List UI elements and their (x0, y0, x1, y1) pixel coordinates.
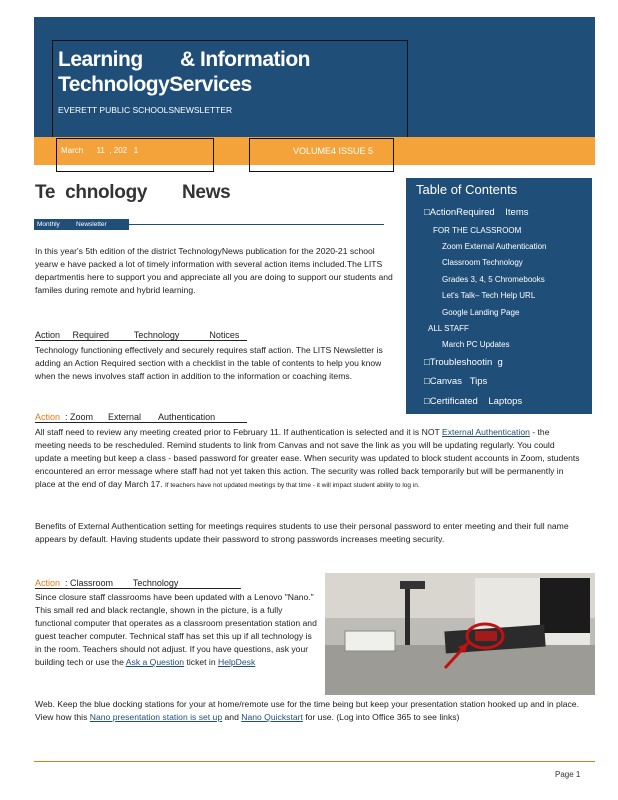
zoom-text-1: All staff need to review any meeting created prior to February 11. If authentication is selected and it is NOT (35, 427, 440, 437)
monthly-rule (129, 224, 384, 225)
notices-paragraph: Technology functioning effectively and securely requires staff action. The LITS Newsletter is adding an Action Required section with a checklist in the table of contents to help you know when the news involves staff action in addition to the information or coaching items. (35, 345, 383, 381)
classroom-heading (35, 578, 241, 589)
toc-item-canvas-tips[interactable]: □Canvas Tips (424, 376, 488, 387)
title-line-2: TechnologyServices (58, 73, 252, 96)
zoom-paragraph (35, 426, 580, 492)
toc-item-action-required[interactable]: □ActionRequired Items (424, 207, 529, 218)
zoom-text-small: If teachers have not updated meetings by that time - it will impact student ability to log in. (164, 482, 420, 489)
zoom-heading (35, 412, 247, 423)
newsletter-subtitle: EVERETT PUBLIC SCHOOLSNEWSLETTER (58, 105, 233, 115)
classroom-paragraph-2 (35, 698, 580, 724)
date-frame (56, 138, 214, 172)
toc-item-certificated-laptops[interactable]: □Certificated Laptops (424, 396, 523, 407)
classroom-photo-drawing (325, 573, 595, 695)
page-heading: Te chnology News (35, 182, 231, 203)
issue-volume: VOLUME4 ISSUE 5 (293, 146, 374, 156)
ask-a-question-link[interactable]: Ask a Question (125, 657, 185, 667)
toc-item-troubleshooting[interactable]: □Troubleshootin g (424, 357, 503, 368)
toc-item-march-pc-updates[interactable]: March PC Updates (442, 340, 510, 349)
monthly-label: Monthly Newsletter (34, 219, 129, 230)
classroom-text-2: ticket in (186, 657, 216, 667)
zoom-text-2: - the meeting needs to be rescheduled. Remind students to link from Canvas and not save the link as you will be updating regularly. You could update a meeting but keep a class - based password for greater ease. When security was updated to block student accounts in Zoom, students encountered an error message where staff had not yet taken this action. The security was rolled back temporarily but will be permanently in place at the end of day March 17. (35, 427, 580, 489)
classroom-text-4: and (224, 712, 239, 722)
benefits-paragraph: Benefits of External Authentication setting for meetings requires students to use their personal password to enter meeting and their full name appears by default. Having students update their password to strong passwords increases meeting security. (35, 521, 569, 544)
classroom-heading-text: : Classroom Technology (60, 578, 179, 588)
zoom-heading-text: : Zoom External Authentication (60, 412, 216, 422)
page-number: Page 1 (555, 770, 581, 779)
toc-item-all-staff[interactable]: ALL STAFF (428, 324, 469, 333)
monthly-banner (34, 219, 384, 230)
helpdesk-link[interactable]: HelpDesk (218, 657, 256, 667)
zoom-action-label: Action (35, 412, 61, 422)
toc-item-for-the-classroom[interactable]: FOR THE CLASSROOM (433, 226, 522, 235)
classroom-photo (325, 573, 595, 695)
toc-item-zoom-external-authentication[interactable]: Zoom External Authentication (442, 242, 547, 251)
toc-item-chromebooks[interactable]: Grades 3, 4, 5 Chromebooks (442, 275, 545, 284)
classroom-text-3: Web. Keep the blue docking stations for your at home/remote use for the time being but keep your presentation station hooked up and in place. View how this (35, 699, 579, 722)
nano-setup-link[interactable]: Nano presentation station is set up (89, 712, 223, 722)
toc-item-classroom-technology[interactable]: Classroom Technology (442, 258, 523, 267)
external-authentication-link[interactable]: External Authentication (441, 427, 530, 437)
title-line-1: Learning & Information (58, 48, 311, 71)
table-of-contents (406, 178, 592, 414)
footer-rule (34, 761, 595, 762)
toc-item-google-landing-page[interactable]: Google Landing Page (442, 308, 520, 317)
classroom-text-5: for use. (Log into Office 365 to see links) (305, 712, 460, 722)
issue-date: March 11 , 202 1 (61, 146, 139, 155)
intro-paragraph: In this year's 5th edition of the district TechnologyNews publication for the 2020-21 school yearw e have packed a lot of timely information with several action items included.The LITS departmentis here to support you and appreciate all you are doing to support our students and familes during remote and hybrid learning. (35, 246, 393, 295)
classroom-paragraph (35, 591, 317, 669)
newsletter-title (58, 47, 310, 97)
notices-heading: Action Required Technology Notices (35, 330, 247, 341)
toc-item-lets-talk[interactable]: Let's Talk– Tech Help URL (442, 291, 536, 300)
nano-quickstart-link[interactable]: Nano Quickstart (241, 712, 303, 722)
classroom-text-1: Since closure staff classrooms have been updated with a Lenovo "Nano." This small red and black rectangle, shown in the picture, is a fully functional computer that operates as a classroom presentation station and guest teacher computer. Technical staff has set this up if all technology is in the room. Teachers should not adjust. If you have questions, ask your building tech or use the (35, 592, 317, 667)
toc-title: Table of Contents (416, 182, 518, 197)
classroom-action-label: Action (35, 578, 61, 588)
